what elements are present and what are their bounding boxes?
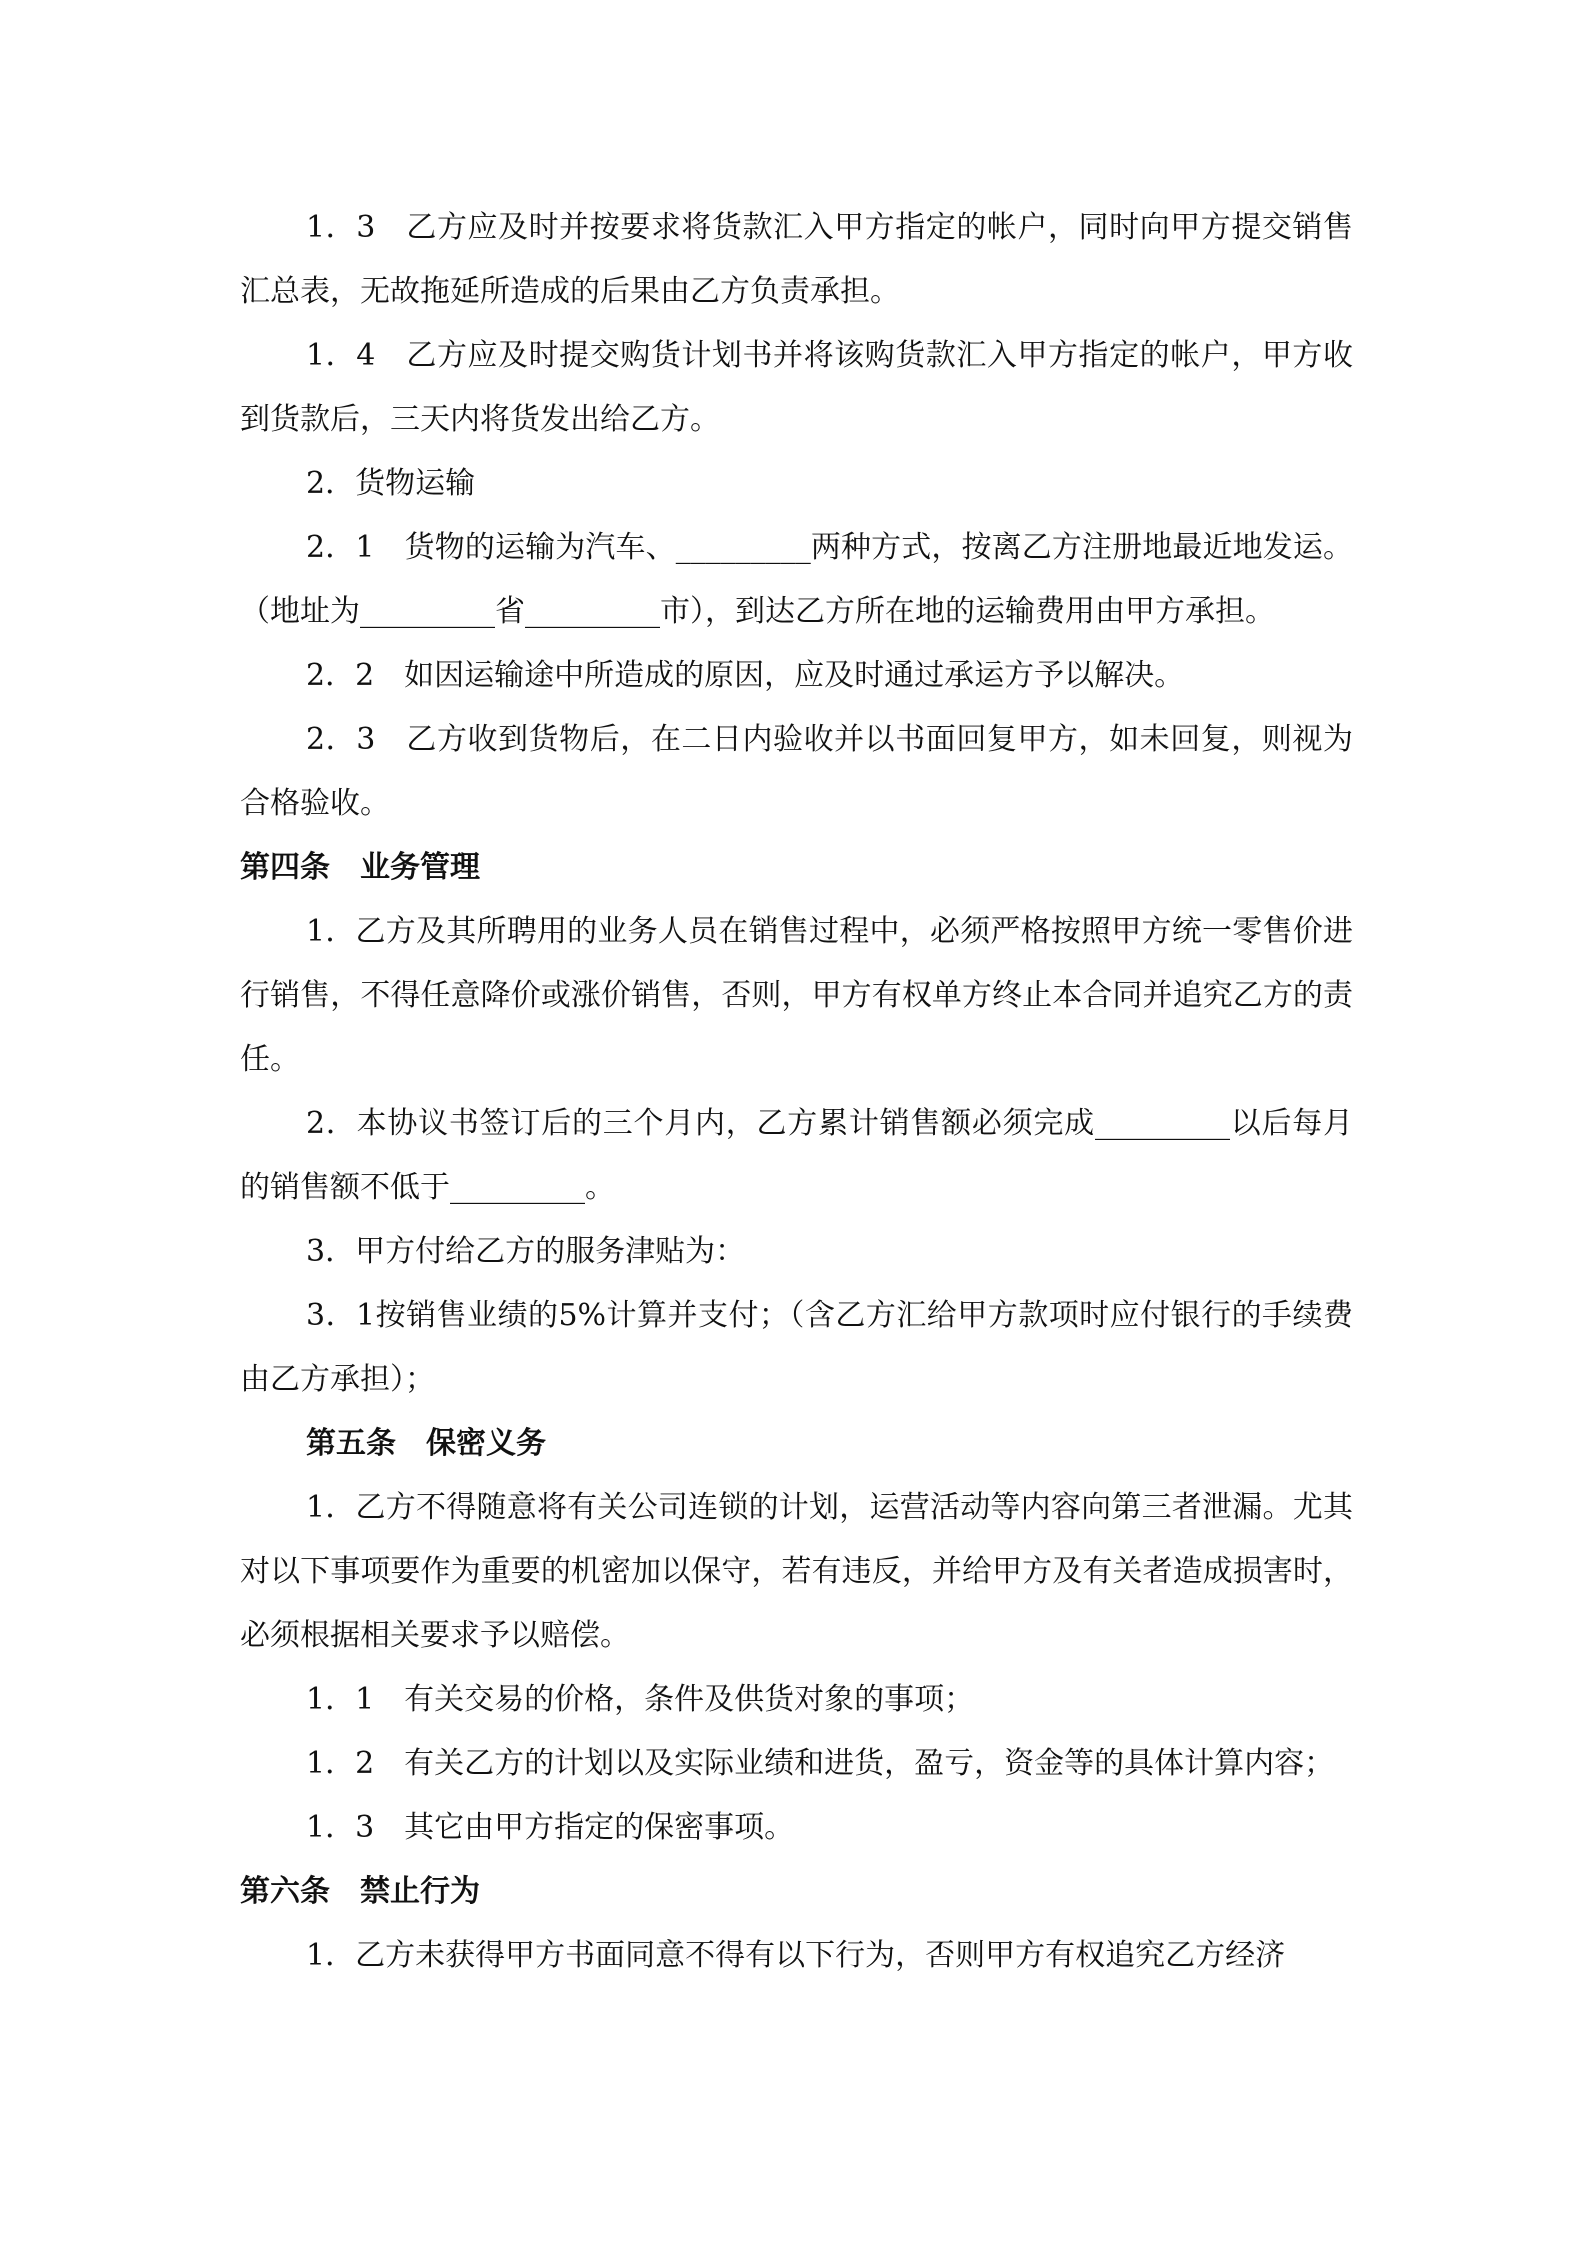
article-5-clause-1-3: 1．3 其它由甲方指定的保密事项。: [306, 1810, 795, 1845]
document-page: [240, 196, 1353, 1988]
article-4-clause-3-1: 3．1按销售业绩的5%计算并支付；（含乙方汇给甲方款项时应付银行的手续费由乙方承担）；: [240, 1298, 1353, 1397]
clause-1-3: 1．3 乙方应及时并按要求将货款汇入甲方指定的帐户，同时向甲方提交销售汇总表，无故拖延所造成的后果由乙方负责承担。: [240, 210, 1353, 309]
article-5-clause-1: 1．乙方不得随意将有关公司连锁的计划，运营活动等内容向第三者泄漏。尤其对以下事项要作为重要的机密加以保守，若有违反，并给甲方及有关者造成损害时，必须根据相关要求予以赔偿。: [240, 1490, 1353, 1653]
article-4-clause-1: 1．乙方及其所聘用的业务人员在销售过程中，必须严格按照甲方统一零售价进行销售，不得任意降价或涨价销售，否则，甲方有权单方终止本合同并追究乙方的责任。: [240, 914, 1353, 1077]
article-5-clause-1-2: 1．2 有关乙方的计划以及实际业绩和进货，盈亏，资金等的具体计算内容；: [306, 1746, 1335, 1781]
article-5-heading: 第五条 保密义务: [306, 1426, 546, 1461]
clause-1-4: 1．4 乙方应及时提交购货计划书并将该购货款汇入甲方指定的帐户，甲方收到货款后，三天内将货发出给乙方。: [240, 338, 1353, 437]
clause-2-heading: 2．货物运输: [306, 466, 476, 501]
clause-2-3: 2．3 乙方收到货物后，在二日内验收并以书面回复甲方，如未回复，则视为合格验收。: [240, 722, 1353, 821]
article-6-heading: 第六条 禁止行为: [240, 1874, 480, 1909]
clause-2-1: 2．1 货物的运输为汽车、_________两种方式，按离乙方注册地最近地发运。（地址为_________省_________市），到达乙方所在地的运输费用由甲方承担。: [240, 530, 1353, 629]
article-6-clause-1: 1．乙方未获得甲方书面同意不得有以下行为，否则甲方有权追究乙方经济: [306, 1938, 1286, 1973]
article-4-clause-2: 2．本协议书签订后的三个月内，乙方累计销售额必须完成_________以后每月的销售额不低于_________。: [240, 1106, 1353, 1205]
article-4-heading: 第四条 业务管理: [240, 850, 480, 885]
clause-2-2: 2．2 如因运输途中所造成的原因，应及时通过承运方予以解决。: [306, 658, 1185, 693]
article-4-clause-3: 3．甲方付给乙方的服务津贴为：: [306, 1234, 746, 1269]
article-5-clause-1-1: 1．1 有关交易的价格，条件及供货对象的事项；: [306, 1682, 975, 1717]
